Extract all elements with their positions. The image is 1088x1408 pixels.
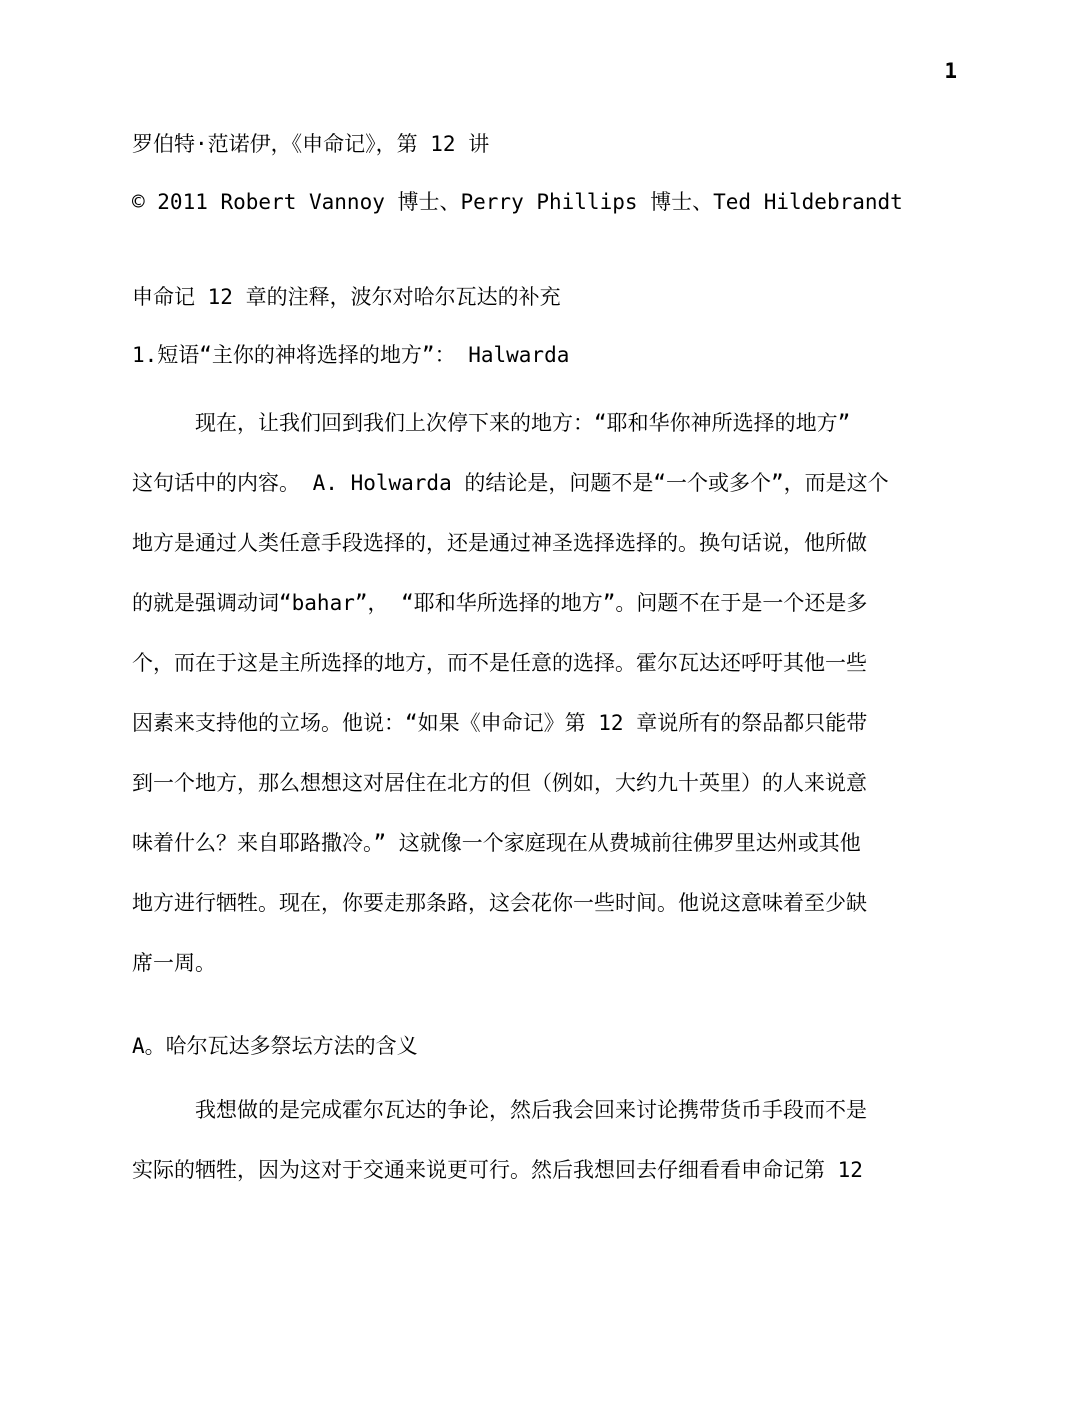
paragraph-line: 我想做的是完成霍尔瓦达的争论，然后我会回来讨论携带货币手段而不是 xyxy=(195,1098,867,1122)
paragraph-line: 这句话中的内容。 A. Holwarda 的结论是，问题不是“一个或多个”，而是这个 xyxy=(132,471,889,495)
paragraph-line: 实际的牺牲，因为这对于交通来说更可行。然后我想回去仔细看看申命记第 12 xyxy=(132,1158,863,1182)
paragraph-line: 个，而在于这是主所选择的地方，而不是任意的选择。霍尔瓦达还呼吁其他一些 xyxy=(132,651,867,675)
notes-heading: 申命记 12 章的注释，波尔对哈尔瓦达的补充 xyxy=(132,285,561,309)
point-a-heading: A。哈尔瓦达多祭坛方法的含义 xyxy=(132,1034,418,1058)
paragraph-line: 到一个地方，那么想想这对居住在北方的但（例如，大约九十英里）的人来说意 xyxy=(132,771,867,795)
paragraph-line: 因素来支持他的立场。他说：“如果《申命记》第 12 章说所有的祭品都只能带 xyxy=(132,711,868,735)
copyright-line: © 2011 Robert Vannoy 博士、Perry Phillips 博士、Ted Hildebrandt xyxy=(132,190,903,214)
section-gap xyxy=(132,231,958,268)
page-number: 1 xyxy=(944,59,957,83)
paragraph-line: 席一周。 xyxy=(132,951,216,975)
paragraph-line: 现在，让我们回到我们上次停下来的地方：“耶和华你神所选择的地方” xyxy=(195,411,851,435)
paragraph-line: 地方进行牺牲。现在，你要走那条路，这会花你一些时间。他说这意味着至少缺 xyxy=(132,891,867,915)
paragraph-line: 味着什么？来自耶路撒冷。” 这就像一个家庭现在从费城前往佛罗里达州或其他 xyxy=(132,831,861,855)
paragraph-line: 地方是通过人类任意手段选择的，还是通过神圣选择选择的。换句话说，他所做 xyxy=(132,531,867,555)
point-1-heading: 1.短语“主你的神将选择的地方”： Halwarda xyxy=(132,343,570,367)
doc-title: 罗伯特·范诺伊，《申命记》，第 12 讲 xyxy=(132,132,490,156)
paragraph-1 xyxy=(132,393,958,993)
paragraph-2 xyxy=(132,1080,958,1200)
document-content xyxy=(132,115,958,1200)
paragraph-line: 的就是强调动词“bahar”， “耶和华所选择的地方”。问题不在于是一个还是多 xyxy=(132,591,868,615)
